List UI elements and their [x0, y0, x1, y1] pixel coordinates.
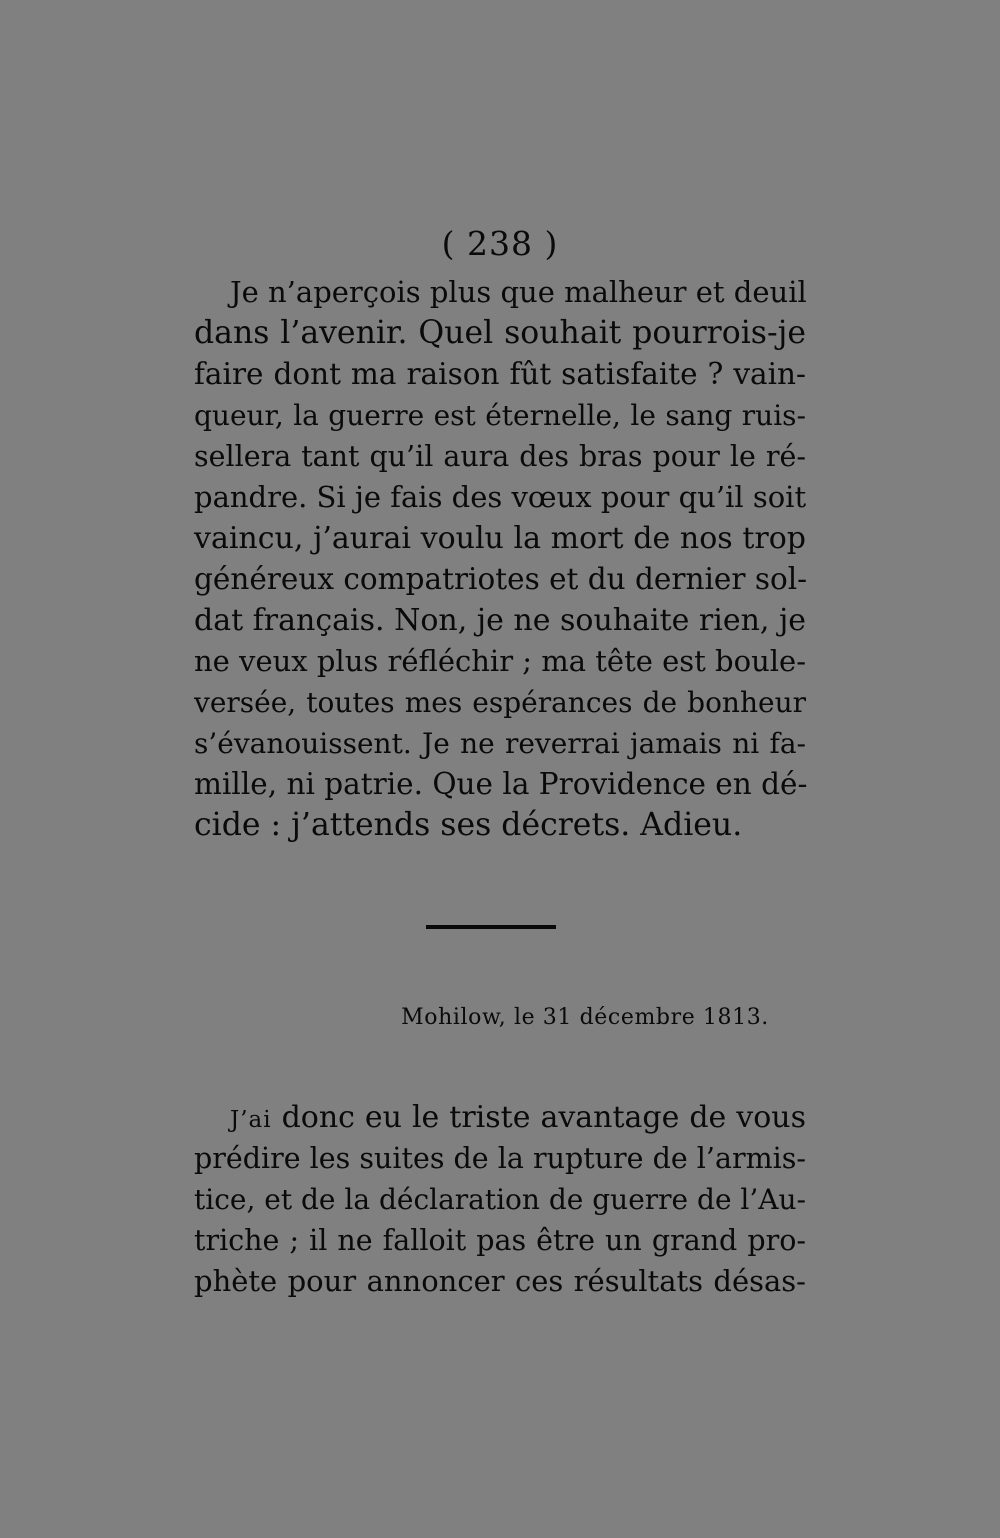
- text-line: versée, toutes mes espérances de bonheur: [194, 686, 806, 719]
- section-divider-rule: [426, 925, 556, 929]
- page-number: ( 238 ): [441, 224, 559, 263]
- text-line: généreux compatriotes et du dernier sol-: [194, 562, 808, 596]
- text-line: dans l’avenir. Quel souhait pourrois-je: [194, 315, 806, 351]
- text-line-opening: [194, 1097, 806, 1138]
- text-line: queur, la guerre est éternelle, le sang ruis-: [194, 399, 806, 432]
- text-line: triche ; il ne falloit pas être un grand pro-: [194, 1224, 806, 1257]
- text-line: cide : j’attends ses décrets. Adieu.: [194, 807, 743, 843]
- text-line: prédire les suites de la rupture de l’armis-: [194, 1142, 806, 1175]
- text-line: dat français. Non, je ne souhaite rien, je: [194, 603, 807, 638]
- text-line: phète pour annoncer ces résultats désas-: [194, 1264, 806, 1298]
- opening-line-rest: donc eu le triste avantage de vous: [271, 1100, 806, 1135]
- letter-dateline: Mohilow, le 31 décembre 1813.: [401, 1005, 769, 1030]
- text-line: ne veux plus réfléchir ; ma tête est boule-: [194, 644, 806, 678]
- text-line: s’évanouissent. Je ne reverrai jamais ni fa-: [194, 727, 806, 760]
- text-line: mille, ni patrie. Que la Providence en dé-: [194, 767, 808, 801]
- paragraph-new-letter: [194, 1097, 806, 1302]
- text-line: faire dont ma raison fût satisfaite ? vain-: [194, 357, 806, 391]
- text-line: Je n’aperçois plus que malheur et deuil: [230, 275, 807, 309]
- text-line: sellera tant qu’il aura des bras pour le ré-: [194, 440, 806, 473]
- paragraph-letter-ending: [194, 272, 806, 846]
- text-line: tice, et de la déclaration de guerre de l’Au-: [194, 1183, 806, 1216]
- text-line: pandre. Si je fais des vœux pour qu’il soit: [194, 480, 807, 514]
- opening-words: J’ai: [230, 1107, 272, 1133]
- text-line: vaincu, j’aurai voulu la mort de nos trop: [194, 521, 806, 556]
